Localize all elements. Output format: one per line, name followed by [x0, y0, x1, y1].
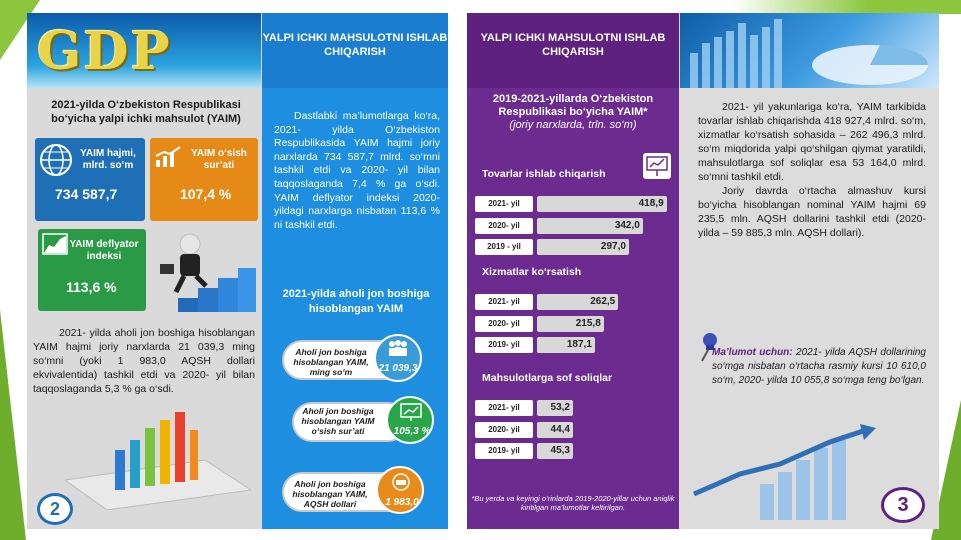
blue-paragraph: Dastlabki ma’lumotlarga ko‘ra, 2021- yilda O‘zbekiston Respublikasida YAIM hajmi joriy narxlarda 734 587,7 mlrd. so‘mni tashkil etdi va 2020- yil bilan taqqoslaganda 7,4 % ga o‘sdi. YAIM deflyator indeksi 2020- yildagi narxlarga nisbatan 113,6 % ni tashkil etdi. — [274, 110, 440, 231]
pill-per-capita-growth-value: 105,3 % — [393, 426, 431, 437]
tile-deflator — [38, 229, 146, 311]
chart-bar-track — [537, 218, 667, 234]
pill-per-capita-usd-value-circle — [376, 466, 424, 514]
presentation-chart-icon — [400, 403, 422, 421]
left-title: 2021-yilda O‘zbekiston Respublikasi bo‘yicha yalpi ichki mahsulot (YAIM) — [51, 99, 241, 125]
pill-per-capita-usd-label: Aholi jon boshiga hisoblangan YAIM, AQSH dollari — [292, 479, 368, 509]
bar-graph-banner-illustration — [680, 13, 939, 88]
chart-bar-track — [537, 294, 667, 310]
info-block — [712, 346, 926, 388]
chart-category-label: 2019 - yil — [475, 239, 533, 255]
chart-bar-value: 45,3 — [550, 445, 570, 456]
tile-deflator-value: 113,6 % — [66, 279, 117, 295]
chart-group-title: Xizmatlar ko‘rsatish — [482, 266, 582, 278]
growth-arrow-illustration — [690, 424, 880, 524]
chart-bar-value: 262,5 — [590, 296, 616, 307]
chart-bar-value: 215,8 — [575, 317, 601, 329]
chart-bar-track — [537, 443, 667, 459]
chart-bar-value: 297,0 — [600, 241, 626, 252]
growth-chart-icon — [154, 146, 182, 168]
bar-chart-illustration — [55, 410, 255, 510]
pill-per-capita-sum-value-circle — [374, 334, 422, 382]
chart-bar-track — [537, 337, 667, 353]
chart-bar-value: 187,1 — [566, 339, 592, 350]
purple-header-title: YALPI ICHKI MAHSULOTNI ISHLAB CHIQARISH — [480, 32, 666, 58]
right-paragraph-2: Joriy davrda o‘rtacha almashuv kursi bo‘yicha hisoblangan nominal YAIM hajmi 69 235,5 mln. AQSH dollarini tashkil etdi (2020- yilda – 59 885,3 mln. AQSH dollari). — [698, 185, 926, 239]
pill-per-capita-sum-label: Aholi jon boshiga hisoblangan YAIM, ming so‘m — [293, 347, 369, 377]
people-icon — [387, 340, 409, 356]
chart-title: 2019-2021-yillarda O‘zbekiston Respublikasi bo‘yicha YAIM* — [492, 93, 654, 118]
corner-decoration-top-right — [731, 0, 961, 14]
gdp-banner-image — [27, 13, 261, 88]
chart-bar-track — [537, 239, 667, 255]
right-paragraph-1: 2021- yil yakunlariga ko‘ra, YAIM tarkibida tovarlar ishlab chiqarishda 418 927,4 mlrd. so‘m, xizmatlar ko‘rsatish sohasida – 262 496,3 mlrd. so‘m miqdorida yalpi qo‘shilgan qiymat yaratildi, mahsulotlarga sof soliqlar esa 53 164,0 mlrd. so‘mni tashkil etdi. — [698, 101, 926, 183]
chart-category-label: 2020- yil — [475, 422, 533, 438]
chart-bar-track — [537, 196, 667, 212]
purple-header — [467, 13, 679, 88]
tile-yaim-value: 734 587,7 — [55, 186, 118, 202]
corner-decoration-bottom-left — [0, 310, 26, 540]
presentation-board-icon — [642, 152, 672, 180]
chart-category-label: 2020- yil — [475, 218, 533, 234]
tile-yaim-growth — [150, 138, 258, 221]
chart-bar-track — [537, 316, 667, 332]
tile-deflator-label: YAIM deflyator indeksi — [69, 239, 139, 262]
right-text-block — [698, 100, 926, 240]
page-number-right: 3 — [881, 487, 925, 523]
gdp-banner-text: GDP — [37, 21, 172, 82]
blue-column — [262, 13, 448, 529]
chart-footnote: *Bu yerda va keyingi o‘rinlarda 2019-2020-yillar uchun aniqlik kiritilgan ma’lumotlar keltirilgan. — [471, 494, 675, 512]
money-icon — [391, 472, 411, 492]
left-paragraph: 2021- yilda aholi jon boshiga hisoblangan YAIM hajmi joriy narxlarda 21 039,3 ming so‘mni (yoki 1 983,0 AQSH dollari ekvivalentida) tashkil etdi va 2020- yil bilan taqqoslaganda 5,3 % ga o‘sdi. — [33, 327, 255, 395]
chart-category-label: 2019- yil — [475, 337, 533, 353]
chart-category-label: 2021- yil — [475, 400, 533, 416]
businessman-stairs-illustration — [150, 230, 258, 314]
chart-group-title: Mahsulotlarga sof soliqlar — [482, 372, 613, 384]
chart-category-label: 2021- yil — [475, 294, 533, 310]
chart-category-label: 2021- yil — [475, 196, 533, 212]
tile-yaim-label: YAIM hajmi, mlrd. so‘m — [80, 148, 136, 171]
chart-banner-image — [680, 13, 939, 88]
tile-growth-value: 107,4 % — [180, 186, 232, 202]
chart-bar-track — [537, 422, 667, 438]
blue-header — [262, 13, 448, 88]
pill-per-capita-usd-value: 1 983,0 — [385, 497, 419, 508]
chart-bar-value: 418,9 — [638, 198, 664, 209]
pill-per-capita-sum-value: 21 039,3 — [378, 363, 418, 374]
blue-subtitle: 2021-yilda aholi jon boshiga hisoblangan YAIM — [282, 288, 430, 315]
blue-header-title: YALPI ICHKI MAHSULOTNI ISHLAB CHIQARISH — [262, 32, 448, 58]
chart-group-title: Tovarlar ishlab chiqarish — [482, 168, 606, 180]
info-heading: Ma’lumot uchun: — [712, 347, 793, 358]
info-text: 2021- yilda AQSH dollarining so‘mga nisbatan o‘rtacha rasmiy kursi 10 610,0 so‘m, 2020- yilda 10 055,8 so‘mga teng bo‘lgan. — [712, 347, 926, 386]
chart-title-block — [470, 93, 676, 132]
chart-subtitle: (joriy narxlarda, trln. so‘m) — [509, 119, 637, 131]
area-chart-icon — [42, 233, 68, 255]
chart-category-label: 2019- yil — [475, 443, 533, 459]
chart-bar-value: 44,4 — [550, 423, 570, 435]
chart-bar-value: 53,2 — [550, 402, 570, 413]
pill-per-capita-growth-value-circle — [386, 396, 434, 444]
chart-category-label: 2020- yil — [475, 316, 533, 332]
page-number-left: 2 — [37, 493, 73, 525]
chart-bar-track — [537, 400, 667, 416]
globe-icon — [39, 143, 73, 177]
tile-growth-label: YAIM o‘sish sur’ati — [191, 148, 247, 171]
pill-per-capita-growth-label: Aholi jon boshiga hisoblangan YAIM o‘sish sur’ati — [301, 406, 375, 436]
tile-yaim-volume — [35, 138, 145, 221]
chart-bar-value: 342,0 — [614, 219, 640, 231]
